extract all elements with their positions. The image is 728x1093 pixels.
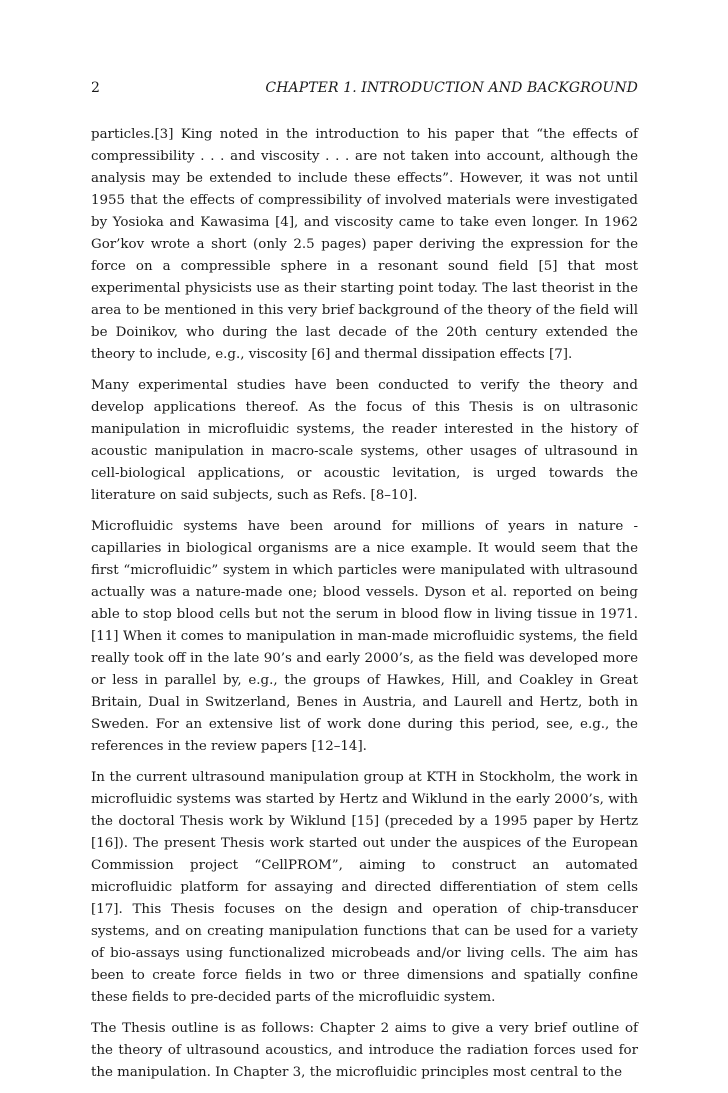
paragraph-microfluidic-history: Microfluidic systems have been around for millions of years in nature - capillaries in biological organisms are a nice example. It would seem that the first “microfluidic” system in which particles were manipulated with ultrasound actually was a nature-made one; blood vessels. Dyson et al. reported on being able to stop blood cells but not the serum in blood flow in living tissue in 1971.[11] When it comes to manipulation in man-made microfluidic systems, the field really took off in the late 90’s and early 2000’s, as the field was developed more or less in parallel by, e.g., the groups of Hawkes, Hill, and Coakley in Great Britain, Dual in Switzerland, Benes in Austria, and Laurell and Hertz, both in Sweden. For an extensive list of work done during this period, see, e.g., the references in the review papers [12–14]. [91, 519, 638, 754]
running-header [91, 78, 638, 98]
paragraph-history-theory: particles.[3] King noted in the introduction to his paper that “the effects of compressibility . . . and viscosity . . . are not taken into account, although the analysis may be extended to include these effects”. However, it was not until 1955 that the effects of compressibility of involved materials were investigated by Yosioka and Kawasima [4], and viscosity came to take even longer. In 1962 Gor’kov wrote a short (only 2.5 pages) paper deriving the expression for the force on a compressible sphere in a resonant sound field [5] that most experimental physicists use as their starting point today. The last theorist in the area to be mentioned in this very brief background of the theory of the field will be Doinikov, who during the last decade of the 20th century extended the theory to include, e.g., viscosity [6] and thermal dissipation effects [7]. [91, 127, 638, 362]
chapter-title: CHAPTER 1. INTRODUCTION AND BACKGROUND [265, 80, 638, 96]
paragraph-experimental-studies: Many experimental studies have been conducted to verify the theory and develop applications thereof. As the focus of this Thesis is on ultrasonic manipulation in microfluidic systems, the reader interested in the history of acoustic manipulation in macro-scale systems, other usages of ultrasound in cell-biological applications, or acoustic levitation, is urged towards the literature on said subjects, such as Refs. [8–10]. [91, 378, 638, 503]
paragraph-kth-group: In the current ultrasound manipulation group at KTH in Stockholm, the work in microfluidic systems was started by Hertz and Wiklund in the early 2000’s, with the doctoral Thesis work by Wiklund [15] (preceded by a 1995 paper by Hertz [16]). The present Thesis work started out under the auspices of the European Commission project “CellPROM”, aiming to construct an automated microfluidic platform for assaying and directed differentiation of stem cells [17]. This Thesis focuses on the design and operation of chip-transducer systems, and on creating manipulation functions that can be used for a variety of bio-assays using functionalized microbeads and/or living cells. The aim has been to create force fields in two or three dimensions and spatially confine these fields to pre-decided parts of the microfluidic system. [91, 770, 638, 1005]
page-number: 2 [91, 80, 100, 96]
body-text [91, 124, 638, 1093]
paragraph-thesis-outline: The Thesis outline is as follows: Chapter 2 aims to give a very brief outline of the theory of ultrasound acoustics, and introduce the radiation forces used for the manipulation. In Chapter 3, the microfluidic principles most central to the [91, 1021, 638, 1080]
